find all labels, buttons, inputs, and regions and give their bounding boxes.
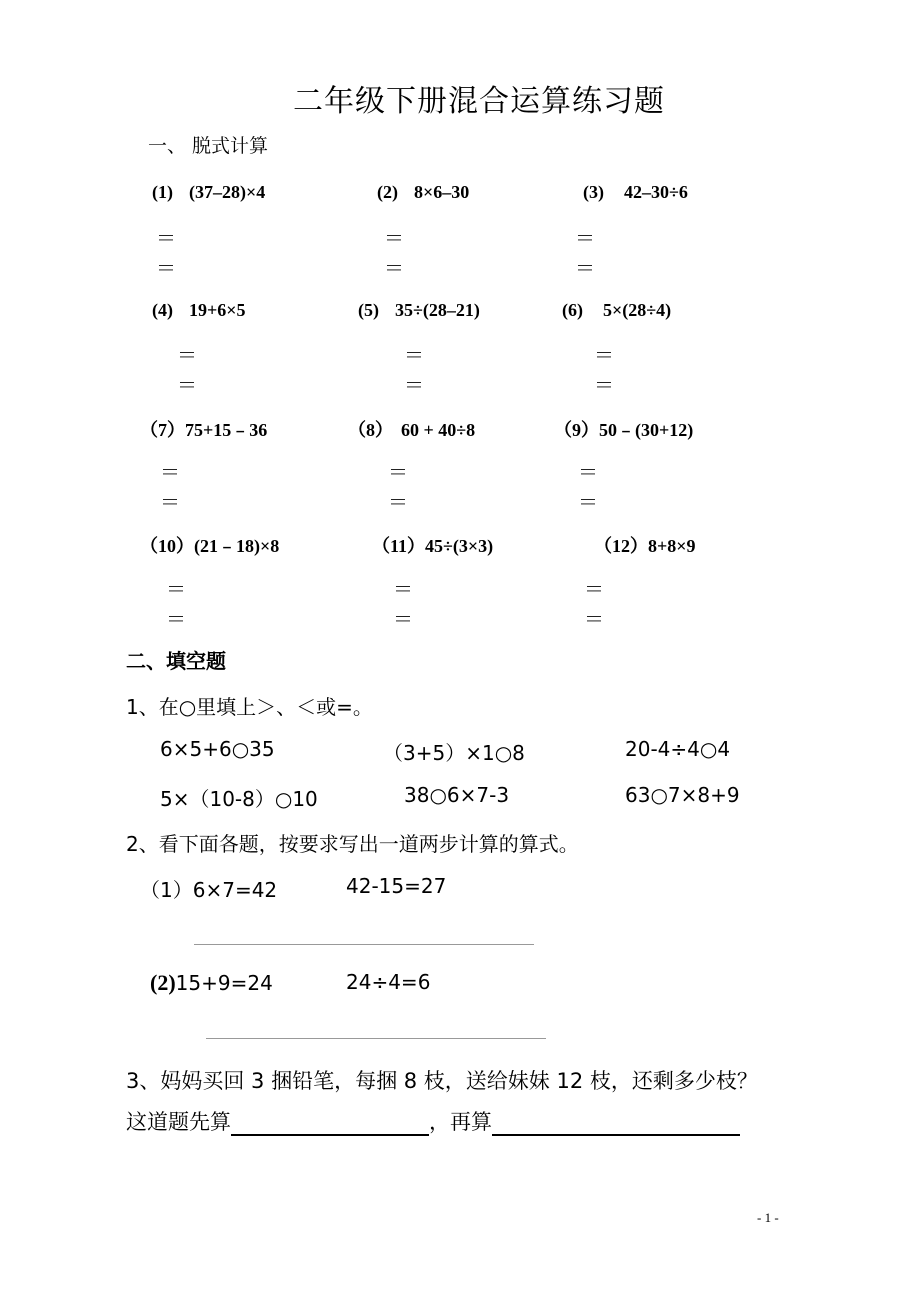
problem-label: （8） [348, 420, 393, 440]
equals-sign: ＝ [177, 345, 197, 367]
question-3-prompt: 3、妈妈买回 3 捆铅笔，每捆 8 枝，送给妹妹 12 枝，还剩多少枝？ [126, 1069, 758, 1093]
problem-10 [140, 532, 279, 558]
q2-row2 [150, 970, 273, 996]
problem-5 [358, 300, 480, 321]
compare-item: 5×（10-8）○10 [160, 787, 318, 811]
problem-label: (2) [377, 182, 398, 202]
q2-row2-step-b: 24÷4=6 [346, 970, 431, 994]
compare-item: （3+5）×1○8 [383, 741, 525, 765]
problem-12 [594, 532, 696, 558]
equals-sign: ＝ [584, 579, 604, 601]
equals-sign: ＝ [388, 462, 408, 484]
equals-sign: ＝ [156, 258, 176, 280]
question-1-prompt: 1、在○里填上＞、＜或=。 [126, 695, 373, 719]
equals-sign: ＝ [156, 228, 176, 250]
equals-sign: ＝ [384, 258, 404, 280]
problem-3 [583, 182, 688, 203]
problem-label: (4) [152, 300, 173, 320]
equals-sign: ＝ [166, 579, 186, 601]
problem-9 [554, 416, 693, 442]
q2-row1-step-a: 6×7=42 [192, 878, 278, 902]
q2-row2-step-a: 15+9=24 [175, 971, 273, 995]
equals-sign: ＝ [578, 462, 598, 484]
compare-item: 20-4÷4○4 [625, 737, 731, 761]
problem-label: (5) [358, 300, 379, 320]
problem-label: (3) [583, 182, 604, 202]
compare-item: 6×5+6○35 [160, 737, 275, 761]
q3-blank-first[interactable] [231, 1112, 429, 1136]
answer-line[interactable] [194, 944, 534, 945]
problem-expression: 8×6–30 [414, 182, 470, 202]
equals-sign: ＝ [177, 375, 197, 397]
problem-11 [372, 532, 493, 558]
problem-expression: 50﹣(30+12) [599, 420, 694, 440]
page-title: 二年级下册混合运算练习题 [293, 84, 665, 119]
problem-expression: 5×(28÷4) [603, 300, 672, 320]
problem-4 [152, 300, 246, 321]
problem-label: (6) [562, 300, 583, 320]
problem-expression: 19+6×5 [189, 300, 246, 320]
problem-expression: 8+8×9 [648, 536, 696, 556]
problem-2 [377, 182, 469, 203]
q2-row1-label: （1） [140, 878, 193, 902]
q2-row1 [140, 874, 277, 903]
equals-sign: ＝ [166, 609, 186, 631]
problem-label: (1) [152, 182, 173, 202]
equals-sign: ＝ [404, 345, 424, 367]
q2-row1-step-b: 42-15=27 [346, 874, 447, 898]
equals-sign: ＝ [578, 492, 598, 514]
equals-sign: ＝ [404, 375, 424, 397]
equals-sign: ＝ [575, 228, 595, 250]
q3-text-first: 这道题先算 [126, 1110, 231, 1134]
equals-sign: ＝ [160, 492, 180, 514]
problem-7 [140, 416, 267, 442]
page-number: - 1 - [757, 1210, 779, 1225]
answer-line[interactable] [206, 1038, 546, 1039]
q3-text-second: ，再算 [429, 1110, 492, 1134]
problem-8 [348, 416, 475, 442]
q2-row2-label: (2) [150, 970, 176, 995]
compare-item: 63○7×8+9 [625, 783, 740, 807]
equals-sign: ＝ [393, 609, 413, 631]
problem-label: （7） [140, 420, 185, 440]
problem-label: （12） [594, 536, 648, 556]
problem-expression: 35÷(28–21) [395, 300, 480, 320]
question-2-prompt: 2、看下面各题，按要求写出一道两步计算的算式。 [126, 832, 579, 856]
equals-sign: ＝ [594, 375, 614, 397]
problem-expression: 60 + 40÷8 [401, 420, 476, 440]
problem-6 [562, 300, 671, 321]
problem-expression: 42–30÷6 [624, 182, 688, 202]
question-3-fill-line [126, 1106, 740, 1136]
q3-blank-second[interactable] [492, 1112, 740, 1136]
problem-label: （10） [140, 536, 194, 556]
equals-sign: ＝ [388, 492, 408, 514]
section-2-heading: 二、填空题 [126, 649, 226, 673]
compare-item: 38○6×7-3 [404, 783, 510, 807]
problem-expression: (21﹣18)×8 [194, 536, 280, 556]
equals-sign: ＝ [594, 345, 614, 367]
equals-sign: ＝ [575, 258, 595, 280]
equals-sign: ＝ [384, 228, 404, 250]
problem-1 [152, 182, 265, 203]
equals-sign: ＝ [160, 462, 180, 484]
section-1-heading: 一、 脱式计算 [148, 135, 269, 157]
equals-sign: ＝ [584, 609, 604, 631]
equals-sign: ＝ [393, 579, 413, 601]
problem-expression: (37–28)×4 [189, 182, 266, 202]
problem-label: （9） [554, 420, 599, 440]
problem-expression: 45÷(3×3) [425, 536, 494, 556]
problem-label: （11） [372, 536, 426, 556]
problem-expression: 75+15﹣36 [185, 420, 268, 440]
